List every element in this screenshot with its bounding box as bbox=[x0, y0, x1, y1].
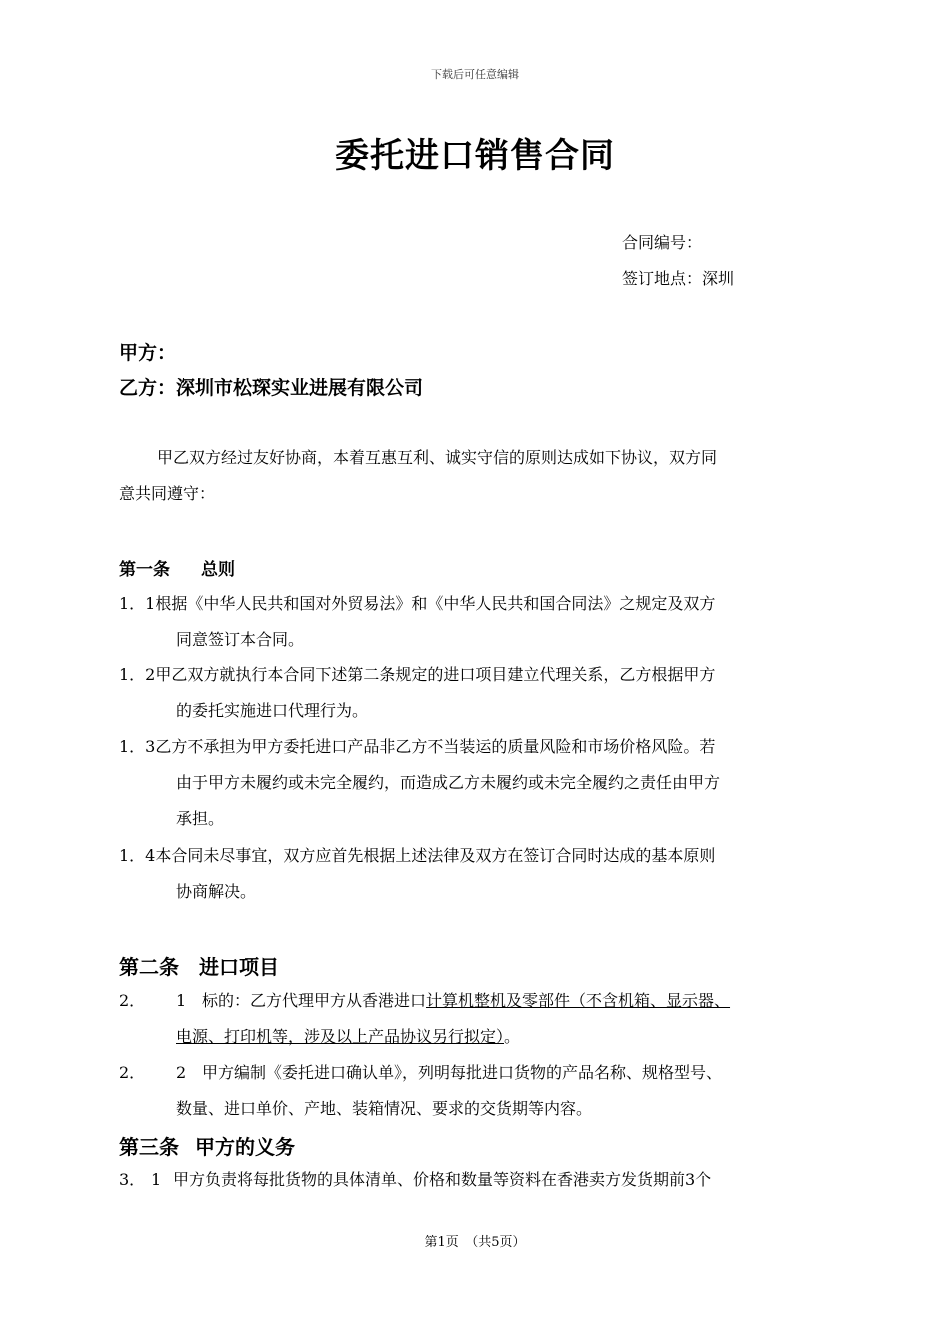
clause-text: 。 bbox=[504, 1027, 521, 1046]
clause-text: 的委托实施进口代理行为。 bbox=[176, 701, 369, 720]
clause-2-1 bbox=[119, 983, 831, 1055]
document-title: 委托进口销售合同 bbox=[335, 136, 615, 176]
clause-text: 甲方负责将每批货物的具体清单、价格和数量等资料在香港卖方发货期前3个 bbox=[173, 1170, 712, 1189]
clause-number: 3． bbox=[119, 1170, 146, 1189]
clause-subnumber: 1 bbox=[176, 991, 187, 1010]
clause-number: 1．1 bbox=[119, 594, 156, 613]
clause-text: 甲方编制《委托进口确认单》，列明每批进口货物的产品名称、规格型号、 bbox=[202, 1063, 723, 1082]
clause-1-1 bbox=[119, 586, 831, 658]
article-1-number: 第一条 bbox=[119, 560, 170, 580]
article-3-heading bbox=[119, 1131, 295, 1160]
clause-number: 1．2 bbox=[119, 665, 156, 684]
intro-line-2: 意共同遵守： bbox=[119, 484, 216, 503]
clause-1-4 bbox=[119, 838, 831, 910]
party-a: 甲方： bbox=[119, 342, 177, 364]
clause-2-2 bbox=[119, 1055, 831, 1127]
clause-1-3 bbox=[119, 729, 831, 837]
clause-number: 1．4 bbox=[119, 846, 156, 865]
article-1-title: 总则 bbox=[201, 560, 235, 580]
clause-text: 本合同未尽事宜，双方应首先根据上述法律及双方在签订合同时达成的基本原则 bbox=[155, 846, 716, 865]
clause-text: 协商解决。 bbox=[176, 882, 257, 901]
clause-text: 同意签订本合同。 bbox=[176, 630, 305, 649]
contract-number-label: 合同编号： bbox=[622, 233, 703, 252]
clause-number: 2． bbox=[119, 1063, 146, 1082]
clause-text: 数量、进口单价、产地、装箱情况、要求的交货期等内容。 bbox=[176, 1099, 593, 1118]
article-2-heading bbox=[119, 951, 279, 980]
underlined-product-scope: 电源、打印机等，涉及以上产品协议另行拟定） bbox=[176, 1027, 505, 1046]
clause-text: 由于甲方未履约或未完全履约，而造成乙方未履约或未完全履约之责任由甲方 bbox=[176, 773, 721, 792]
clause-text: 承担。 bbox=[176, 809, 225, 828]
article-3-number: 第三条 bbox=[119, 1135, 179, 1159]
article-2-number: 第二条 bbox=[119, 955, 179, 979]
clause-subnumber: 2 bbox=[176, 1063, 187, 1082]
intro-paragraph bbox=[119, 440, 831, 512]
page-footer: 第1页 （共5页） bbox=[424, 1235, 526, 1250]
sign-place-label: 签订地点：深圳 bbox=[622, 269, 735, 288]
header-note: 下载后可任意编辑 bbox=[431, 68, 519, 81]
clause-number: 1．3 bbox=[119, 737, 156, 756]
underlined-product-scope: 计算机整机及零部件（不含机箱、显示器、 bbox=[426, 991, 731, 1010]
clause-text: 根据《中华人民共和国对外贸易法》和《中华人民共和国合同法》之规定及双方 bbox=[155, 594, 716, 613]
article-2-title: 进口项目 bbox=[199, 955, 279, 979]
clause-number: 2． bbox=[119, 991, 146, 1010]
clause-text: 甲乙双方就执行本合同下述第二条规定的进口项目建立代理关系，乙方根据甲方 bbox=[155, 665, 716, 684]
clause-text: 标的：乙方代理甲方从香港进口 bbox=[202, 991, 427, 1010]
clause-1-2 bbox=[119, 657, 831, 729]
clause-subnumber: 1 bbox=[151, 1170, 162, 1189]
article-1-heading bbox=[119, 555, 235, 580]
clause-text: 乙方不承担为甲方委托进口产品非乙方不当装运的质量风险和市场价格风险。若 bbox=[155, 737, 716, 756]
clause-3-1 bbox=[119, 1162, 831, 1198]
party-b: 乙方：深圳市松琛实业进展有限公司 bbox=[119, 377, 424, 399]
article-3-title: 甲方的义务 bbox=[195, 1135, 295, 1159]
intro-line-1: 甲乙双方经过友好协商，本着互惠互利、诚实守信的原则达成如下协议，双方同 bbox=[157, 448, 718, 467]
